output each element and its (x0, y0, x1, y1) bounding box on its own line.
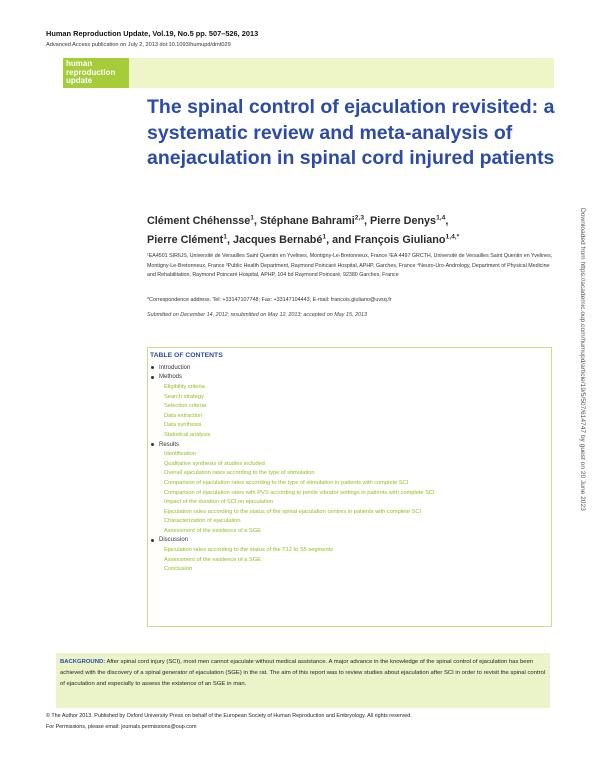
toc-section-label: Results (159, 441, 180, 448)
logo-line: human (66, 59, 93, 68)
permissions-notice: For Permissions, please email: journals.permissions@oup.com (46, 724, 197, 730)
copyright-notice: © The Author 2013. Published by Oxford University Press on behalf of the European Society of Human Reproduction and Embryology. All rights reserved. (46, 713, 412, 719)
author-affiliation: 2,3 (354, 214, 365, 222)
logo-line: reproduction (66, 67, 116, 77)
toc-section-label: Discussion (159, 537, 189, 544)
toc-section-label: Introduction (159, 364, 191, 371)
brand-banner (63, 58, 554, 88)
toc-link[interactable]: Assessment of the existence of a SGE (164, 527, 262, 534)
toc-section[interactable] (148, 373, 551, 383)
toc-link[interactable]: Data extraction (164, 412, 203, 419)
toc-link[interactable]: Qualitative synthesis of studies included (164, 460, 265, 467)
toc-link[interactable]: Identification (164, 451, 196, 458)
author-name: Clément Chéhensse (147, 215, 251, 227)
toc-section[interactable] (148, 440, 551, 450)
bullet-icon (151, 366, 154, 369)
abstract-text: After spinal cord injury (SCI), most men cannot ejaculate without medical assistance. A major advance in the knowledge of the spinal control of ejaculation has been achieved with the discovery of a spinal generator of ejaculation (SGE) in the rat. The aim of this report was to review studies about ejaculation after SCI in order to revisit the spinal control of ejaculation and especially to assess the existence of an SGE in man. (60, 659, 546, 687)
author-name: François Giuliano (354, 234, 446, 246)
author-name: Pierre Clément (147, 234, 224, 246)
author-separator: , (226, 234, 233, 246)
toc-title: TABLE OF CONTENTS (150, 352, 223, 359)
paper-title: The spinal control of ejaculation revisited: a systematic review and meta-analysis of anejaculation in spinal cord injured patients (147, 96, 555, 169)
correspondence: *Correspondence address. Tel: +33147107748; Fax: +33147104443; E-mail: francois.giuliano@uvsq.fr (147, 297, 392, 303)
toc-link[interactable]: Overall ejaculation rates according to the type of stimulation (164, 470, 315, 477)
author-affiliation: 1,4 (436, 214, 446, 222)
author-name: Stéphane Bahrami (259, 215, 355, 227)
author-affiliation: 1 (250, 214, 254, 222)
toc-link[interactable]: Search strategy (164, 393, 204, 400)
author-separator: , (253, 215, 260, 227)
abstract-label: BACKGROUND: (60, 659, 106, 665)
author-list (147, 212, 567, 250)
affiliations: ¹EA4501 SIRIUS, Université de Versailles Saint Quentin en Yvelines, Montigny-Le-Bretonneux, France ²EA 4497 GRCTH, Université de Versailles Saint Quentin en Yvelines, Montigny-Le-Bretonneux, France ³Public Health Department, Raymond Poincaré Hospital, APHP, Garches, France ⁴Neuro-Uro-Andrology, Department of Physical Medicine and Rehabilitation, Raymond Poincaré Hospital, APHP, 104 bd Raymond Poincaré, 92380 Garches, France (147, 253, 553, 279)
toc-link[interactable]: Conclusion (164, 566, 193, 573)
abstract-box (56, 653, 550, 708)
toc-link[interactable]: Eligibility criteria (164, 383, 205, 390)
toc-link[interactable]: Selection criteria (164, 403, 207, 410)
author-name: Jacques Bernabé (232, 234, 323, 246)
access-info: Advanced Access publication on July 2, 2013 doi:10.1093/humupd/dmt029 (46, 42, 231, 48)
toc-link[interactable]: Comparison of ejaculation rates with PVS according to penile vibrator settings in patients with complete SCI (164, 489, 435, 496)
toc-link[interactable]: Data synthesis (164, 422, 202, 429)
download-watermark: Downloaded from https://academic.oup.com/humupd/article/19/5/507/614747 by guest on 20 June 2023 (579, 208, 586, 511)
toc-link[interactable]: Impact of the duration of SCI on ejaculation (164, 499, 274, 506)
toc-link[interactable]: Assessment of the existence of a SGE (164, 556, 262, 563)
submission-dates: Submitted on December 14, 2012; resubmitted on May 12, 2013; accepted on May 15, 2013 (147, 312, 367, 318)
author-separator: , (445, 215, 449, 227)
author-separator: , and (326, 234, 355, 246)
toc-link[interactable]: Statistical analysis (164, 431, 211, 438)
author-separator: , (364, 215, 371, 227)
toc-link[interactable]: Characterization of ejaculation (164, 518, 241, 525)
journal-citation: Human Reproduction Update, Vol.19, No.5 pp. 507–526, 2013 (46, 29, 259, 38)
bullet-icon (151, 539, 154, 542)
toc-section-label: Methods (159, 374, 183, 381)
table-of-contents (147, 347, 552, 627)
toc-link[interactable]: Comparison of ejaculation rates according to the type of stimulation in patients with complete SCI (164, 479, 409, 486)
author-affiliation: 1 (322, 233, 327, 241)
toc-section[interactable] (148, 536, 551, 546)
author-affiliation: 1,4,* (445, 233, 460, 241)
toc-link[interactable]: Ejaculation rates according to the status of the spinal ejaculation centres in patients with complete SCI (164, 508, 422, 515)
logo-line: update (66, 76, 93, 86)
toc-link[interactable]: Ejaculation rates according to the status of the T12 to S5 segments (164, 547, 334, 554)
journal-logo (63, 58, 129, 88)
toc-list (148, 363, 551, 574)
toc-section[interactable] (148, 363, 551, 373)
bullet-icon (151, 443, 154, 446)
bullet-icon (151, 376, 154, 379)
author-affiliation: 1 (223, 233, 227, 241)
author-name: Pierre Denys (370, 215, 437, 227)
